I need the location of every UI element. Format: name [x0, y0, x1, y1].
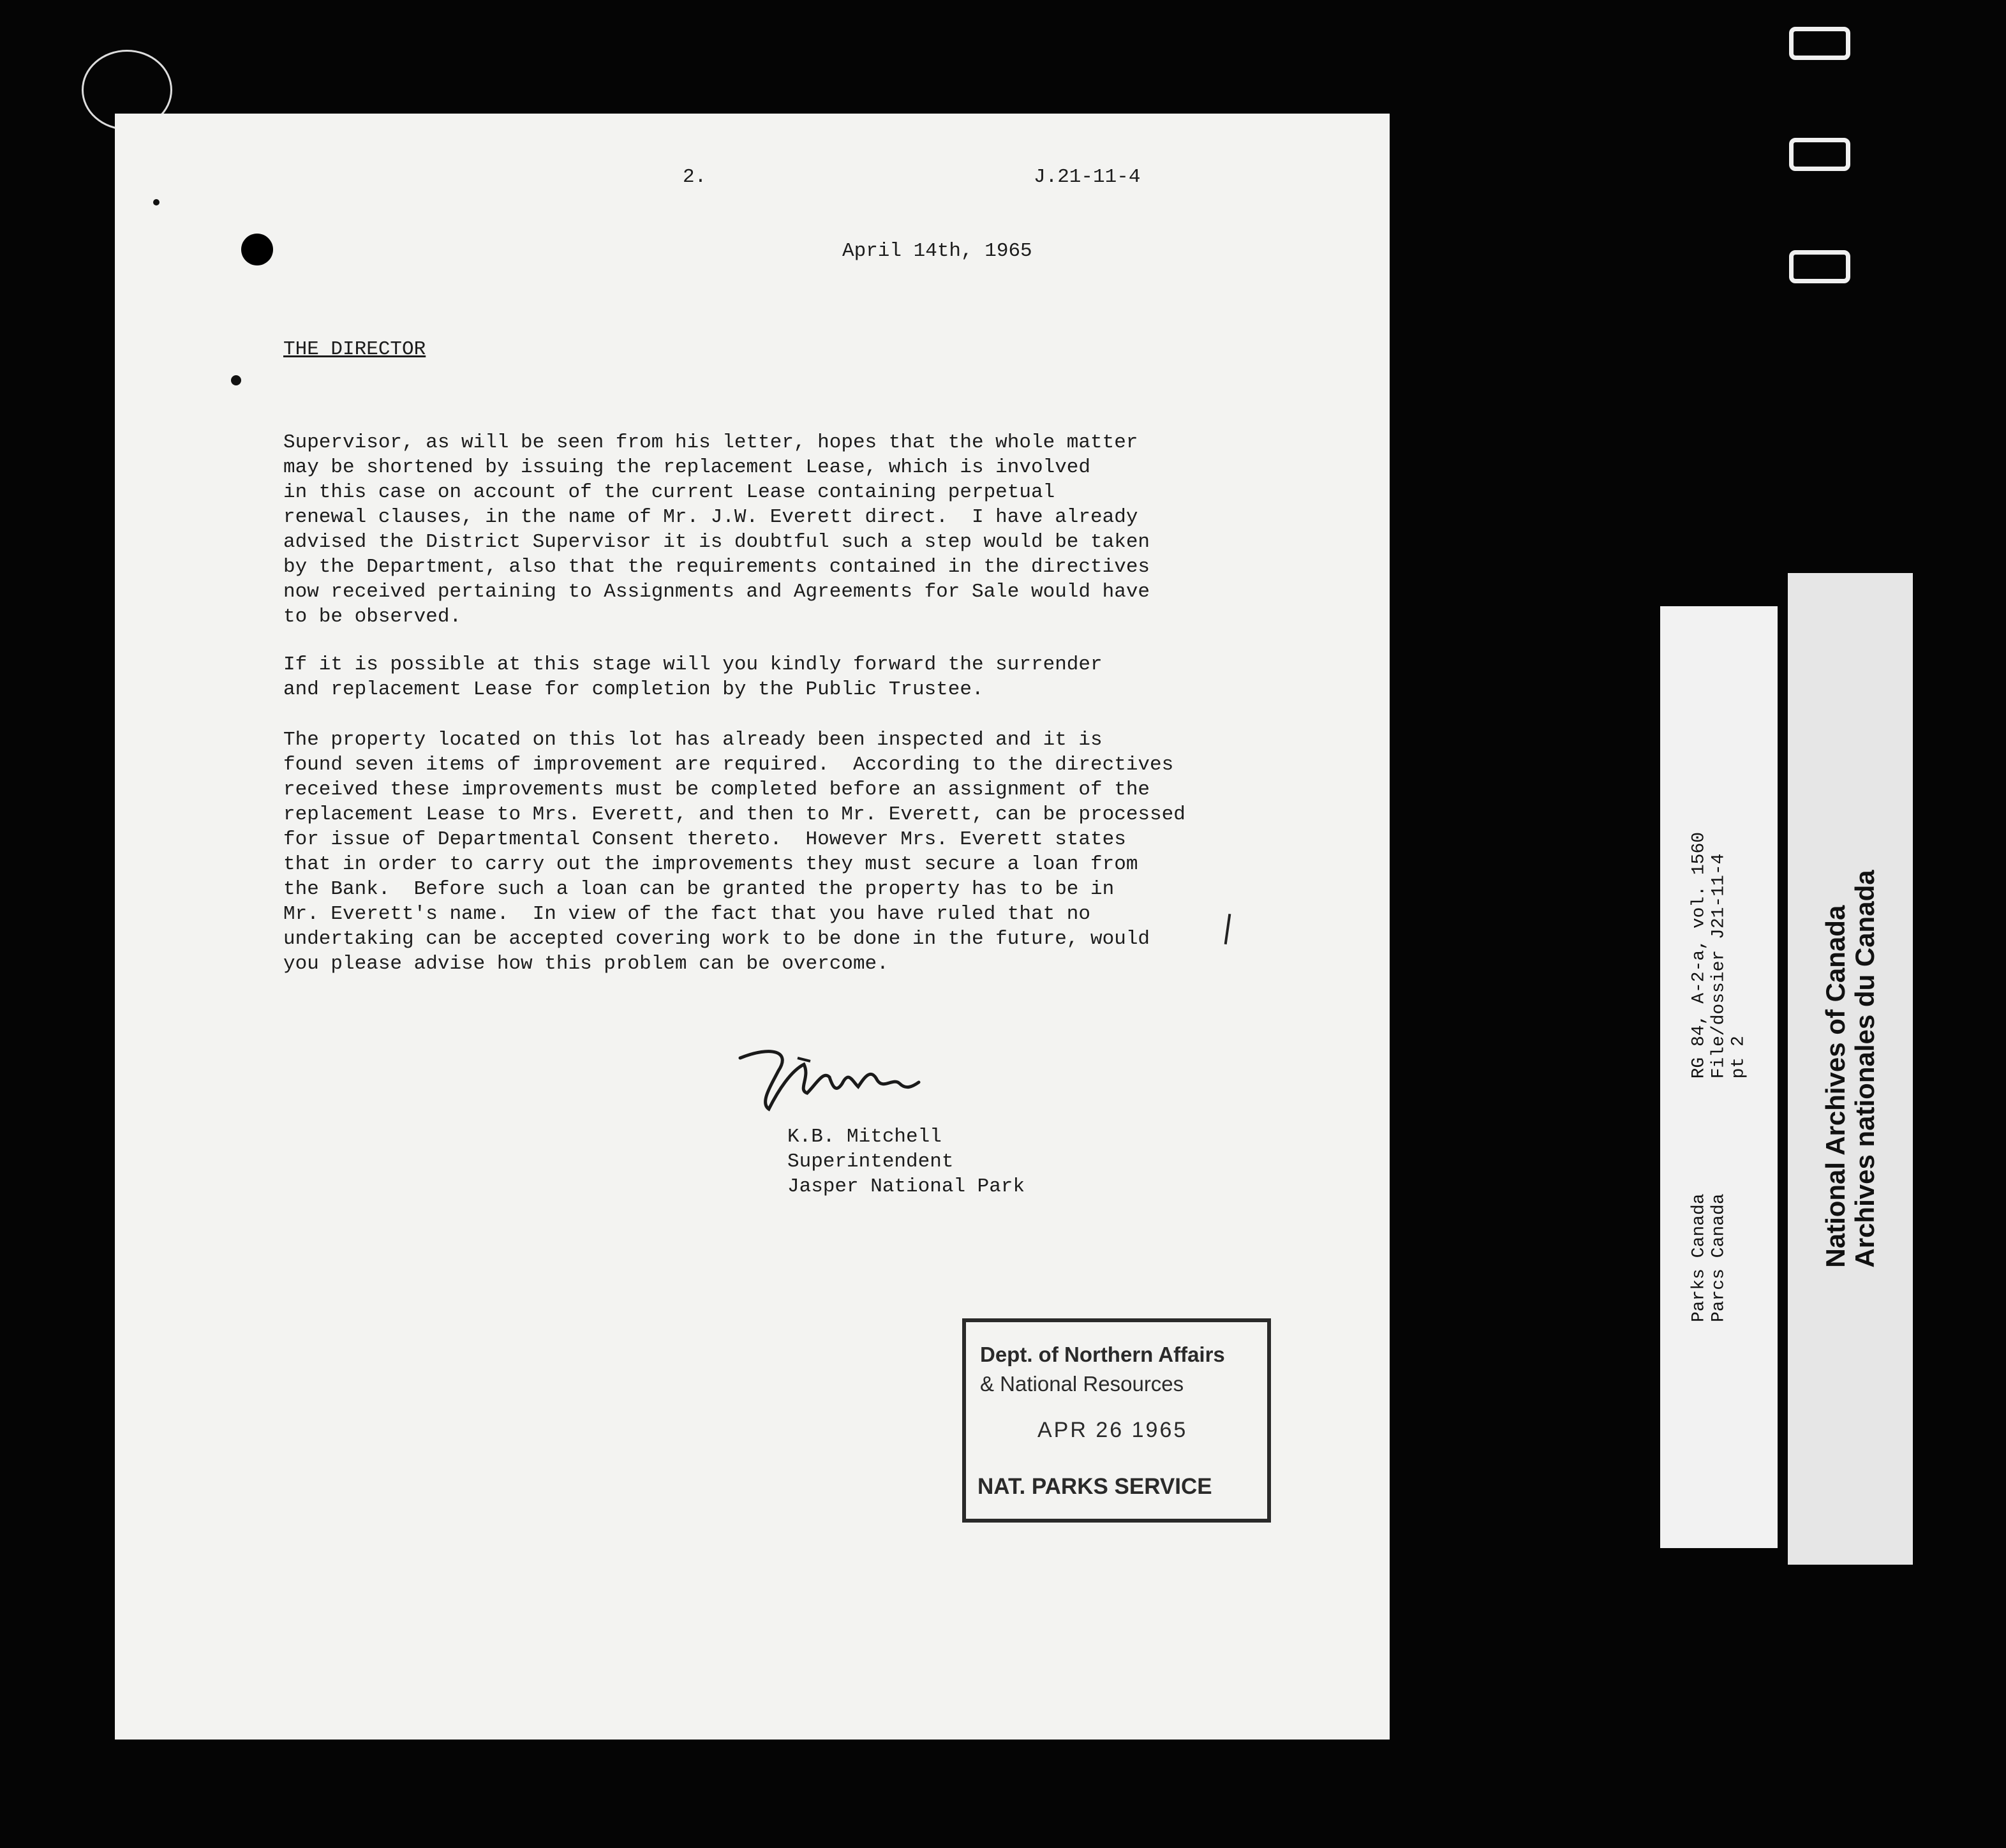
signer-title: Superintendent [787, 1151, 954, 1173]
document-page [115, 114, 1390, 1740]
film-sprocket-2 [1789, 138, 1850, 171]
archive-reference-label [1660, 606, 1778, 1548]
file-number: J.21-11-4 [1034, 166, 1141, 188]
signature-block [787, 1124, 1025, 1199]
paragraph-3: The property located on this lot has already been inspected and it is found seven items of improvement are required. According to the directives received these improvements must be completed before an assignment of the replacement Lease to Mrs. Everett, and then to Mr. Everett, can be processed for issue of Departmental Consent thereto. However Mrs. Everett states that in order to carry out the improvements they must secure a loan from the Bank. Before such a loan can be granted the property has to be in Mr. Everett's name. In view of the fact that you have ruled that no undertaking can be accepted covering work to be done in the future, would you please advise how this problem can be overcome. [283, 729, 1185, 975]
file-dossier: File/dossier J21-11-4 [1709, 853, 1729, 1079]
stamp-resources: & National Resources [980, 1372, 1184, 1396]
paragraph-1: Supervisor, as will be seen from his letter, hopes that the whole matter may be shortened by issuing the replacement Lease, which is involved in this case on account of the current Lease containing perpetual renewal clauses, in the name of Mr. J.W. Everett direct. I have already advised the District Supervisor it is doubtful such a step would be taken by the Department, also that the requirements contained in the directives now received pertaining to Assignments and Agreements for Sale would have to be observed. [283, 431, 1150, 628]
stamp-date: APR 26 1965 [1037, 1418, 1188, 1442]
film-sprocket-1 [1789, 27, 1850, 60]
signer-organization: Jasper National Park [787, 1175, 1025, 1198]
margin-tick-mark [1224, 914, 1231, 944]
ink-speck [231, 375, 241, 385]
addressee: THE DIRECTOR [283, 338, 426, 361]
agency-fr: Parcs Canada [1709, 1193, 1729, 1323]
letter-date: April 14th, 1965 [842, 240, 1032, 262]
file-part: pt 2 [1728, 1036, 1749, 1079]
stamp-service: NAT. PARKS SERVICE [977, 1474, 1212, 1499]
stamp-department: Dept. of Northern Affairs [980, 1343, 1225, 1366]
punch-hole [241, 234, 273, 265]
paragraph-2: If it is possible at this stage will you kindly forward the surrender and replacement Lease for completion by the Public Trustee. [283, 653, 1103, 701]
received-stamp [962, 1318, 1271, 1523]
archives-french: Archives nationales du Canada [1850, 870, 1880, 1268]
archives-text [1821, 870, 1880, 1267]
record-group-reference: RG 84, A-2-a, vol. 1560 [1689, 831, 1709, 1079]
page-number: 2. [683, 166, 707, 188]
agency-en: Parks Canada [1689, 1193, 1709, 1323]
handwritten-signature [734, 1032, 951, 1122]
ink-speck [153, 199, 160, 205]
archives-english: National Archives of Canada [1820, 905, 1850, 1268]
signer-name: K.B. Mitchell [787, 1126, 942, 1148]
national-archives-label [1788, 573, 1913, 1565]
archive-reference-text [1690, 832, 1749, 1322]
film-sprocket-3 [1789, 250, 1850, 283]
